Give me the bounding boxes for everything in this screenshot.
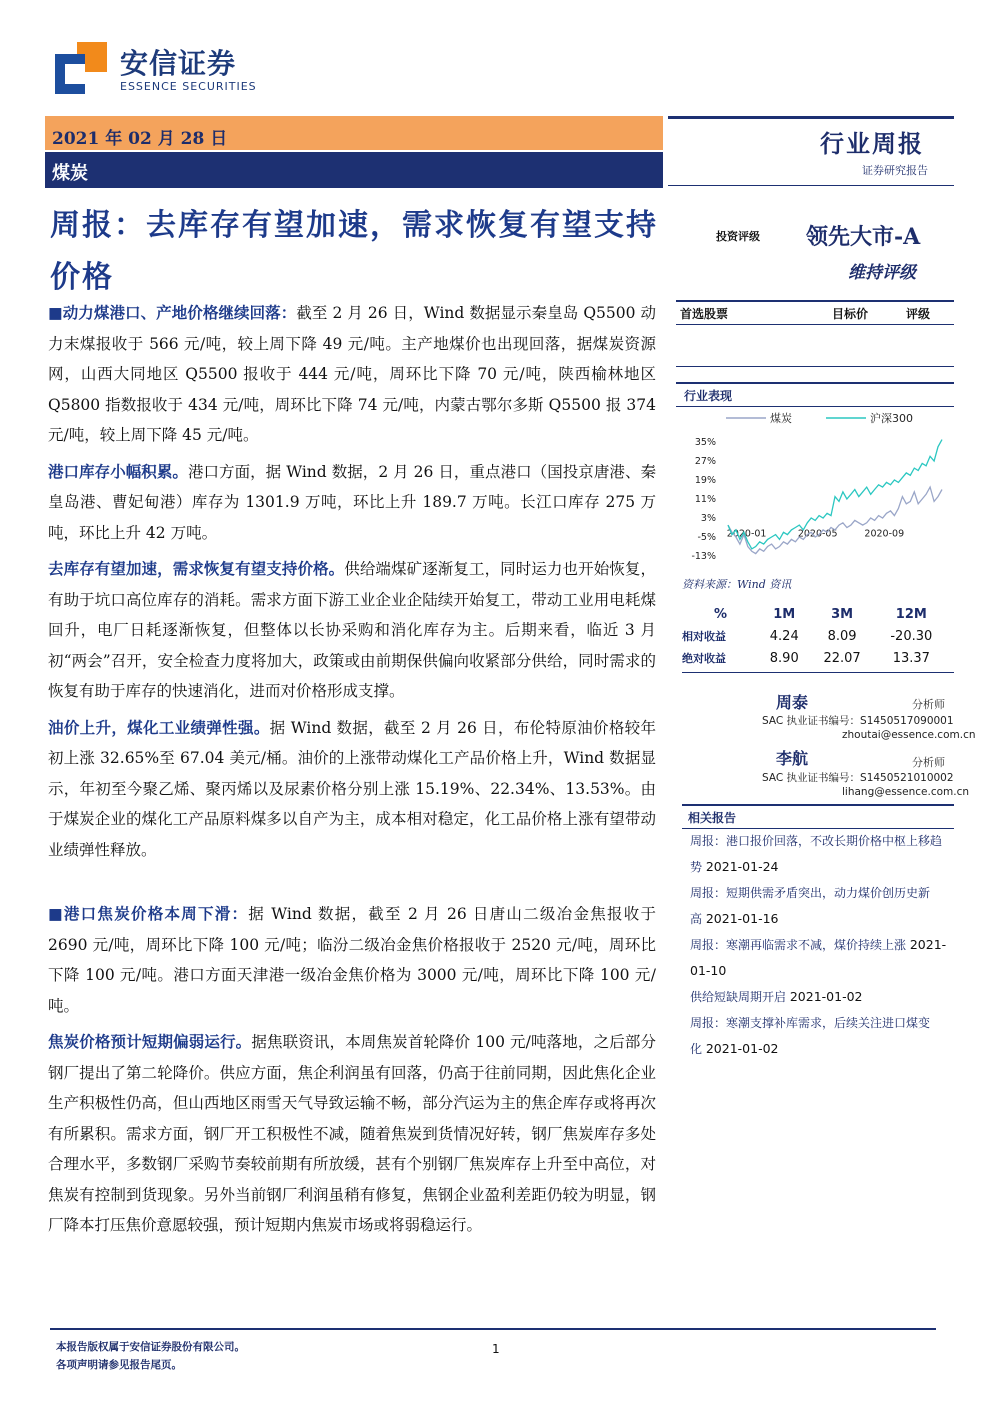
report-title: 周报：去库存有望加速，需求恢复有望支持价格 [50, 208, 658, 295]
paragraph [48, 1027, 656, 1241]
report-subtype: 证券研究报告 [862, 164, 928, 177]
rating-note: 维持评级 [848, 263, 916, 283]
stock-table-body [676, 324, 954, 367]
paragraph-heading: 焦炭价格预计短期偏弱运行。 [48, 1032, 252, 1051]
paragraph [48, 298, 656, 451]
y-tick-label: 3% [700, 513, 716, 524]
footer-divider [50, 1328, 936, 1330]
divider [668, 116, 954, 119]
brand-logo-icon [55, 42, 107, 94]
table-cell: 4.24 [769, 628, 799, 644]
analyst-email[interactable]: zhoutai@essence.com.cn [842, 729, 976, 741]
sector-bar [45, 152, 663, 188]
table-header: 3M [831, 607, 854, 622]
y-tick-label: 27% [694, 456, 716, 467]
performance-table [682, 604, 948, 669]
related-item[interactable]: 周报：港口报价回落，不改长期价格中枢上移趋势 2021-01-24 [690, 834, 943, 874]
x-tick-label: 2020-09 [864, 528, 905, 540]
analyst-sac: SAC 执业证书编号：S1450517090001 [762, 715, 954, 727]
table-cell: 8.09 [827, 628, 857, 644]
performance-title: 行业表现 [684, 389, 733, 403]
analyst-role: 分析师 [912, 756, 945, 769]
y-tick-label: -13% [691, 551, 716, 562]
paragraph-text: 据 Wind 数据，截至 2 月 26 日，布伦特原油价格较年初上涨 32.65%至 67.04 美元/桶。油价的上涨带动煤化工产品价格上升，Wind 数据显示，年初至今聚乙烯、聚丙烯以及尿素价格分别上涨 15.19%、22.34%、13.53%。由于煤炭企业的煤化工产品原料煤多以自产为主，成本相对稳定，化工品价格上涨有望带动业绩弹性释放。 [48, 718, 656, 859]
y-tick-label: 11% [694, 494, 716, 505]
table-cell: 22.07 [823, 650, 861, 666]
report-type: 行业周报 [820, 129, 924, 158]
paragraph-text: 供给端煤矿逐渐复工，同时运力也开始恢复，有助于坑口高位库存的消耗。需求方面下游工业企业企陆续开始复工，带动工业用电耗煤回升，电厂日耗逐渐恢复，但整体以长协采购和消化库存为主。后期来看，临近 3 月初“两会”召开，安全检查力度将加大，政策或由前期保供偏向收紧部分供给，同时需求的恢复有助于库存的快速消化，进而对价格形成支撑。 [48, 560, 656, 700]
paragraph-text: 截至 2 月 26 日，Wind 数据显示秦皇岛 Q5500 动力末煤报收于 566 元/吨，较上周下降 49 元/吨。主产地煤价也出现回落，据煤炭资源网，山西大同地区 Q5500 报收于 444 元/吨，周环比下降 70 元/吨，陕西榆林地区 Q5800 指数报收于 434 元/吨，周环比下降 74 元/吨，内蒙古鄂尔多斯 Q5500 报 374 元/吨，较上周下降 45 元/吨。 [48, 304, 657, 444]
analyst-role: 分析师 [912, 698, 945, 711]
paragraph-heading: 去库存有望加速，需求恢复有望支持价格。 [48, 559, 345, 578]
legend-label: 煤炭 [770, 412, 792, 425]
table-row [682, 625, 948, 647]
analyst-name: 周泰 [776, 693, 809, 712]
y-tick-label: -5% [697, 532, 716, 543]
rating-label: 投资评级 [716, 230, 760, 243]
table-header: 1M [773, 607, 796, 622]
analyst-name: 李航 [776, 749, 809, 768]
paragraph-heading: ■港口焦炭价格本周下滑： [48, 904, 249, 923]
paragraph [48, 713, 656, 866]
stock-col-target: 目标价 [832, 307, 869, 321]
table-header-row [682, 604, 948, 625]
related-item[interactable]: 周报：寒潮支撑补库需求，后续关注进口煤变化 2021-01-02 [690, 1016, 931, 1056]
stock-col-rating: 评级 [906, 307, 931, 321]
stock-table-header [676, 300, 954, 325]
report-body [48, 298, 656, 1247]
stock-col-name: 首选股票 [680, 307, 729, 321]
performance-chart [680, 406, 950, 576]
related-item[interactable]: 周报：短期供需矛盾突出，动力煤价创历史新高 2021-01-16 [690, 886, 931, 926]
x-tick-label: 2020-01 [726, 528, 767, 540]
paragraph [48, 554, 656, 707]
paragraph-text: 据 Wind 数据，截至 2 月 26 日唐山二级冶金焦报收于 2690 元/吨，周环比下降 100 元/吨；临汾二级冶金焦价格报收于 2520 元/吨，周环比下降 100 元/吨。港口方面天津港一级冶金焦价格为 3000 元/吨，周环比下降 100 元/吨。 [48, 905, 656, 1015]
paragraph [48, 899, 656, 1021]
brand-name-en: ESSENCE SECURITIES [120, 80, 257, 93]
related-header [682, 804, 954, 829]
table-cell: 8.90 [769, 650, 799, 666]
table-row [682, 647, 948, 669]
page-number: 1 [492, 1342, 500, 1356]
paragraph-heading: 港口库存小幅积累。 [48, 461, 188, 481]
y-tick-label: 35% [694, 437, 716, 448]
brand-name-cn: 安信证券 [120, 47, 237, 80]
analyst-sac: SAC 执业证书编号：S1450521010002 [762, 772, 954, 784]
paragraph-text: 据焦联资讯，本周焦炭首轮降价 100 元/吨落地，之后部分钢厂提出了第二轮降价。供应方面，焦企利润虽有回落，仍高于往前同期，因此焦化企业生产积极性仍高，但山西地区雨雪天气导致运输不畅，部分汽运为主的焦企库存或将再次有所累积。需求方面，钢厂开工积极性不减，随着焦炭到货情况好转，钢厂焦炭库存多处合理水平，多数钢厂采购节奏较前期有所放缓，甚有个别钢厂焦炭库存上升至中高位，对焦炭有控制到货现象。另外当前钢厂利润虽稍有修复，焦钢企业盈利差距仍较为明显，钢厂降本打压焦价意愿较强，预计短期内焦炭市场或将弱稳运行。 [48, 1033, 656, 1234]
related-item[interactable]: 周报：寒潮再临需求不减，煤价持续上涨 2021-01-10 [690, 937, 947, 978]
paragraph-text: 港口方面，据 Wind 数据，2 月 26 日，重点港口（国投京唐港、秦皇岛港、曹妃甸港）库存为 1301.9 万吨，环比上升 189.7 万吨。长江口库存 275 万吨，环比上升 42 万吨。 [48, 462, 656, 542]
table-header: 12M [895, 607, 927, 622]
report-date: 2021 年 02 月 28 日 [52, 129, 228, 149]
related-item[interactable]: 供给短缺周期开启 2021-01-02 [690, 989, 863, 1004]
paragraph-heading: 油价上升，煤化工业绩弹性强。 [48, 717, 270, 737]
performance-header [676, 382, 954, 407]
analyst-email[interactable]: lihang@essence.com.cn [842, 786, 970, 798]
paragraph [48, 457, 656, 549]
table-header: % [713, 607, 727, 622]
table-cell: -20.30 [890, 628, 933, 644]
related-list [690, 828, 952, 1062]
row-label: 绝对收益 [682, 652, 726, 665]
divider [682, 672, 954, 673]
paragraph-heading: ■动力煤港口、产地价格继续回落： [48, 303, 297, 322]
sector-label: 煤炭 [52, 163, 88, 184]
y-tick-label: 19% [694, 475, 716, 486]
table-cell: 13.37 [892, 650, 930, 666]
x-tick-label: 2020-05 [797, 528, 838, 540]
related-title: 相关报告 [688, 811, 737, 825]
chart-source: 资料来源：Wind 资讯 [682, 578, 792, 591]
footer-copyright: 本报告版权属于安信证券股份有限公司。 各项声明请参见报告尾页。 [56, 1341, 245, 1371]
row-label: 相对收益 [682, 630, 726, 643]
rating-value: 领先大市-A [806, 224, 921, 250]
divider [668, 185, 954, 186]
legend-label: 沪深300 [870, 412, 913, 425]
